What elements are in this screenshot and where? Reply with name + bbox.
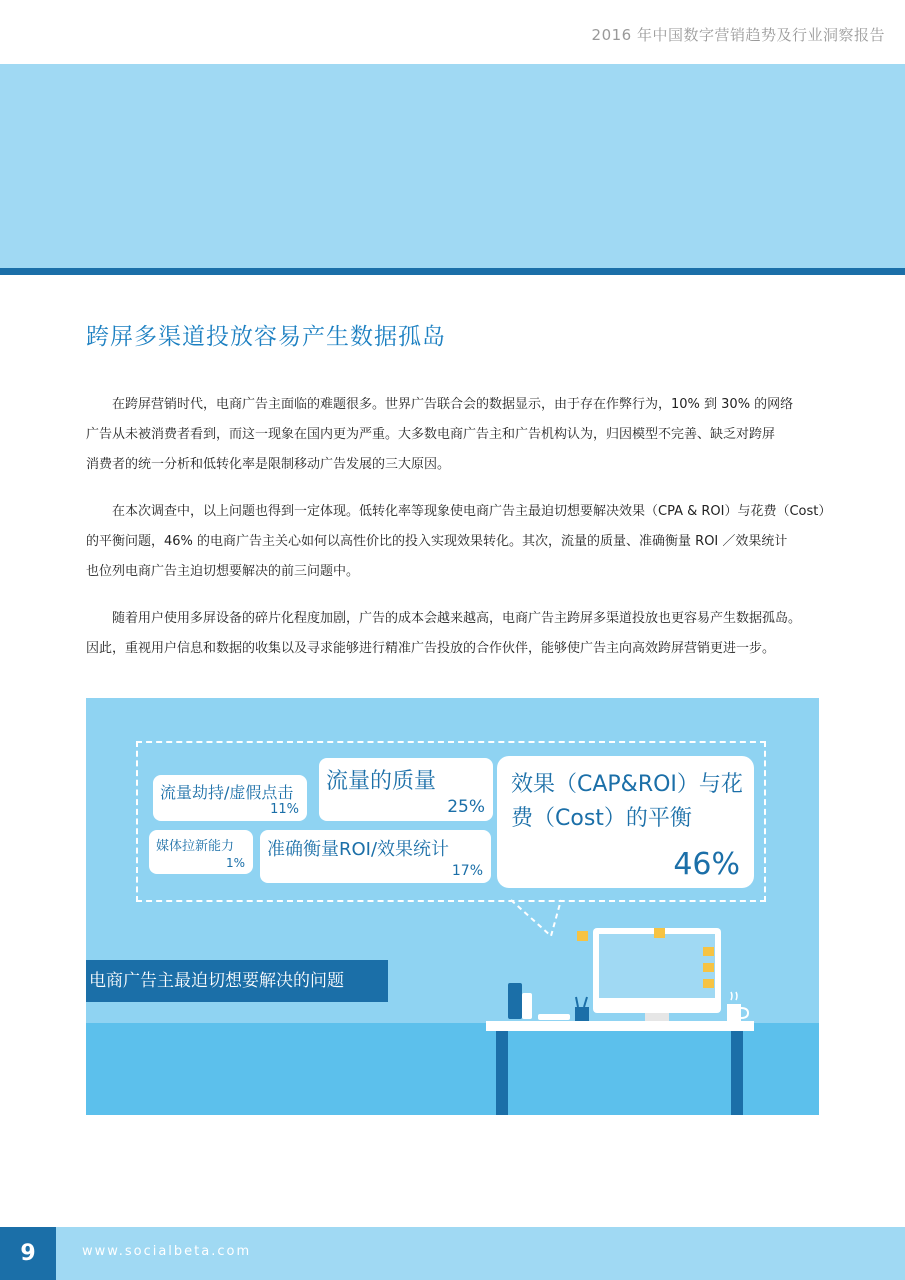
paragraph-line: 也位列电商广告主迫切想要解决的前三问题中。 <box>86 564 360 579</box>
bubble-value: 11% <box>270 802 299 817</box>
bubble-traffic-hijack <box>153 775 307 821</box>
page-number: 9 <box>0 1227 56 1280</box>
hero-banner <box>0 64 905 269</box>
paragraph-line: 因此，重视用户信息和数据的收集以及寻求能够进行精准广告投放的合作伙伴，能够使广告主向高效跨屏营销更进一步。 <box>86 641 776 656</box>
paragraph-line: 在跨屏营销时代，电商广告主面临的难题很多。世界广告联合会的数据显示，由于存在作弊行为，10% 到 30% 的网络 <box>112 397 794 412</box>
hero-divider <box>0 268 905 275</box>
section-title: 跨屏多渠道投放容易产生数据孤岛 <box>86 324 446 350</box>
bubble-value: 46% <box>673 847 740 882</box>
infographic <box>86 698 819 1115</box>
bubble-media-acquisition <box>149 830 253 874</box>
infographic-banner: 电商广告主最迫切想要解决的问题 <box>86 960 388 1002</box>
desk-icon <box>481 923 781 1115</box>
bubble-value: 1% <box>225 856 245 870</box>
bubble-label: 准确衡量ROI/效果统计 <box>267 839 450 860</box>
report-header-title: 2016 年中国数字营销趋势及行业洞察报告 <box>591 26 885 44</box>
pen-cup-icon <box>575 1007 589 1021</box>
paragraph-3 <box>86 604 826 664</box>
paragraph-1 <box>86 390 826 480</box>
bubble-label: 媒体拉新能力 <box>156 839 235 854</box>
monitor-icon <box>593 928 721 1028</box>
paragraph-2 <box>86 497 832 587</box>
bubble-label: 效果（CAP&ROI）与花费（Cost）的平衡 <box>511 772 743 831</box>
paragraph-line: 在本次调查中，以上问题也得到一定体现。低转化率等现象使电商广告主最迫切想要解决效果（CPA & ROI）与花费（Cost） <box>112 504 832 519</box>
coffee-cup-icon <box>727 992 748 1021</box>
bubble-label: 流量的质量 <box>326 769 437 794</box>
paragraph-line: 的平衡问题，46% 的电商广告主关心如何以高性价比的投入实现效果转化。其次，流量的质量、准确衡量 ROI ／效果统计 <box>86 534 788 549</box>
paragraph-line: 随着用户使用多屏设备的碎片化程度加剧，广告的成本会越来越高，电商广告主跨屏多渠道投放也更容易产生数据孤岛。 <box>112 611 802 626</box>
bubble-traffic-quality <box>319 758 493 821</box>
footer-url: www.socialbeta.com <box>82 1244 252 1259</box>
bubble-roi-measurement <box>260 830 491 883</box>
bubble-label: 流量劫持/虚假点击 <box>160 783 294 802</box>
paragraph-line: 消费者的统一分析和低转化率是限制移动广告发展的三大原因。 <box>86 457 451 472</box>
keyboard-icon <box>538 1014 570 1020</box>
bubble-value: 17% <box>451 863 483 879</box>
bubble-value: 25% <box>447 797 485 817</box>
phone-icon <box>508 983 532 1019</box>
bubble-effect-cost-balance <box>497 756 754 888</box>
paragraph-line: 广告从未被消费者看到，而这一现象在国内更为严重。大多数电商广告主和广告机构认为，归因模型不完善、缺乏对跨屏 <box>86 427 776 442</box>
